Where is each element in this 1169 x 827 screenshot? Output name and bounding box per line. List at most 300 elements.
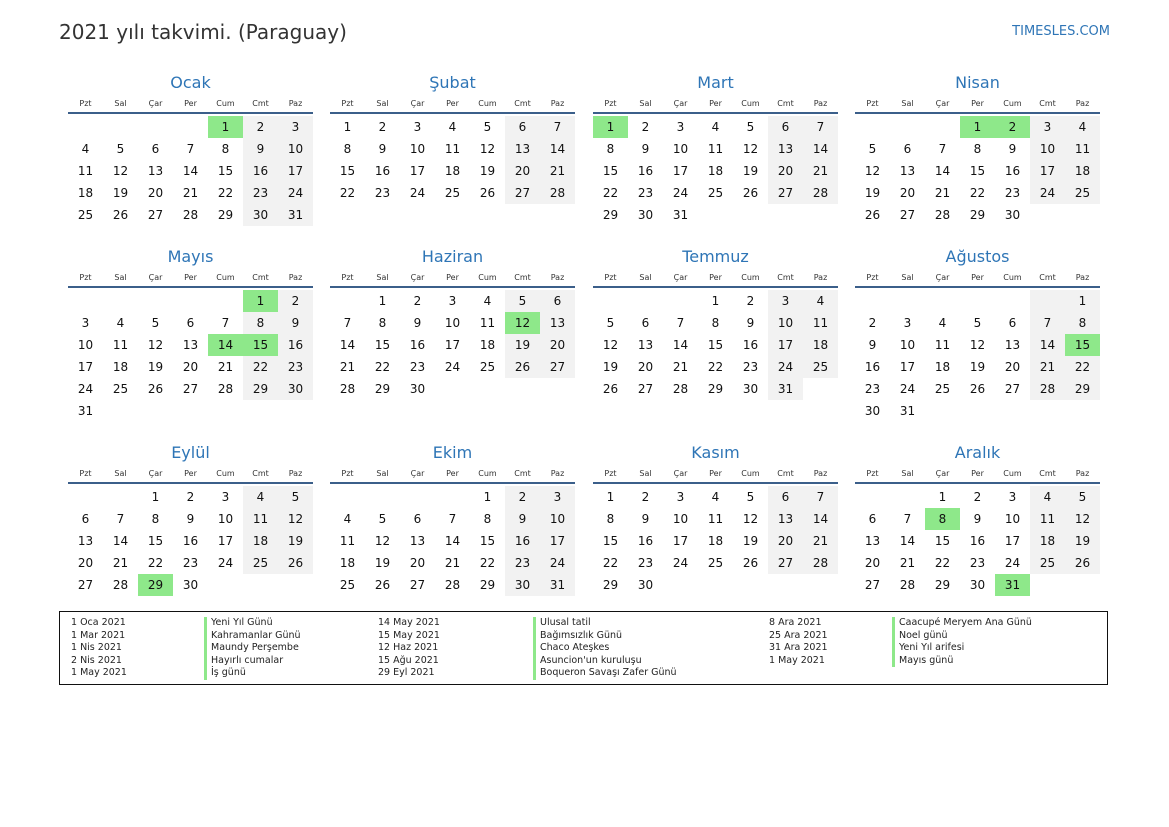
header-rule bbox=[593, 482, 838, 484]
day-cell: 3 bbox=[413, 120, 422, 134]
day-cell: 10 bbox=[77, 338, 94, 352]
weekday-header bbox=[330, 466, 575, 480]
weekday-label: Cum bbox=[216, 468, 235, 478]
day-cell: 7 bbox=[343, 316, 352, 330]
weekday-label: Cmt bbox=[777, 468, 794, 478]
day-cell: 24 bbox=[899, 382, 916, 396]
day-cell: 20 bbox=[768, 160, 803, 182]
day-cell: 29 bbox=[217, 208, 234, 222]
weekday-header bbox=[855, 96, 1100, 110]
day-cell: 19 bbox=[374, 556, 391, 570]
day-cell: 15 bbox=[339, 164, 356, 178]
day-cell: 2 bbox=[746, 294, 755, 308]
day-cell: 31 bbox=[77, 404, 94, 418]
weekday-label: Per bbox=[709, 272, 722, 282]
legend-date: 2 Nis 2021 bbox=[71, 654, 122, 666]
day-cell: 29 bbox=[602, 208, 619, 222]
week-row bbox=[855, 204, 1100, 226]
day-cell: 28 bbox=[339, 382, 356, 396]
day-cell: 17 bbox=[540, 530, 575, 552]
day-cell: 8 bbox=[606, 512, 615, 526]
day-cell: 4 bbox=[1065, 116, 1100, 138]
day-empty bbox=[68, 116, 103, 138]
day-cell: 15 bbox=[602, 164, 619, 178]
day-cell: 26 bbox=[278, 552, 313, 574]
day-cell: 7 bbox=[676, 316, 685, 330]
week-row bbox=[330, 508, 575, 530]
day-cell: 8 bbox=[711, 316, 720, 330]
day-cell: 30 bbox=[1004, 208, 1021, 222]
legend-holiday-name: Noel günü bbox=[892, 630, 1032, 643]
day-cell: 19 bbox=[479, 164, 496, 178]
weekday-label: Sal bbox=[901, 272, 914, 282]
day-cell: 28 bbox=[899, 578, 916, 592]
day-cell: 16 bbox=[969, 534, 986, 548]
day-cell: 13 bbox=[505, 138, 540, 160]
day-cell: 23 bbox=[278, 356, 313, 378]
day-cell: 26 bbox=[742, 556, 759, 570]
day-cell: 25 bbox=[1065, 182, 1100, 204]
day-cell: 22 bbox=[217, 186, 234, 200]
day-cell: 15 bbox=[374, 338, 391, 352]
day-cell: 17 bbox=[1004, 534, 1021, 548]
day-cell: 31 bbox=[768, 378, 803, 400]
day-empty bbox=[365, 486, 400, 508]
weekday-label: Paz bbox=[550, 272, 565, 282]
day-cell: 4 bbox=[711, 490, 720, 504]
week-row bbox=[593, 290, 838, 312]
day-cell: 24 bbox=[768, 356, 803, 378]
weekday-label: Cum bbox=[1003, 272, 1022, 282]
legend-date: 1 May 2021 bbox=[769, 654, 825, 666]
day-empty bbox=[138, 290, 173, 312]
day-cell: 10 bbox=[278, 138, 313, 160]
day-cell: 6 bbox=[540, 290, 575, 312]
day-cell: 22 bbox=[1065, 356, 1100, 378]
weekday-label: Cmt bbox=[1039, 98, 1056, 108]
day-cell: 16 bbox=[637, 164, 654, 178]
month-block bbox=[593, 246, 838, 400]
day-empty bbox=[68, 486, 103, 508]
day-empty bbox=[803, 574, 838, 596]
day-cell: 21 bbox=[803, 530, 838, 552]
day-cell: 24 bbox=[1004, 556, 1021, 570]
weekday-label: Per bbox=[446, 468, 459, 478]
day-empty bbox=[1065, 574, 1100, 596]
day-cell: 11 bbox=[339, 534, 356, 548]
day-empty bbox=[103, 290, 138, 312]
weekday-label: Cmt bbox=[1039, 272, 1056, 282]
week-row bbox=[68, 486, 313, 508]
day-cell: 8 bbox=[606, 142, 615, 156]
day-cell: 26 bbox=[742, 186, 759, 200]
day-cell: 8 bbox=[243, 312, 278, 334]
weekday-label: Pzt bbox=[341, 272, 354, 282]
day-cell: 4 bbox=[81, 142, 90, 156]
legend-holiday-name: Kahramanlar Günü bbox=[204, 630, 301, 643]
day-cell: 30 bbox=[864, 404, 881, 418]
day-cell: 27 bbox=[1004, 382, 1021, 396]
weekday-label: Sal bbox=[114, 468, 127, 478]
day-cell: 6 bbox=[641, 316, 650, 330]
weekday-label: Cum bbox=[741, 272, 760, 282]
day-cell: 16 bbox=[409, 338, 426, 352]
weekday-label: Paz bbox=[813, 468, 828, 478]
day-empty bbox=[960, 290, 995, 312]
day-cell: 6 bbox=[186, 316, 195, 330]
day-cell: 8 bbox=[151, 512, 160, 526]
day-cell: 3 bbox=[676, 120, 685, 134]
day-cell: 17 bbox=[768, 334, 803, 356]
day-cell: 2 bbox=[378, 120, 387, 134]
legend-date: 29 Eyl 2021 bbox=[378, 667, 435, 678]
week-row bbox=[330, 182, 575, 204]
header-rule bbox=[855, 286, 1100, 288]
day-cell: 11 bbox=[1065, 138, 1100, 160]
day-cell: 24 bbox=[278, 182, 313, 204]
day-cell: 15 bbox=[602, 534, 619, 548]
week-row bbox=[68, 356, 313, 378]
weekday-label: Pzt bbox=[341, 468, 354, 478]
day-cell: 10 bbox=[899, 338, 916, 352]
header-rule bbox=[855, 112, 1100, 114]
day-cell: 27 bbox=[147, 208, 164, 222]
day-cell: 18 bbox=[707, 164, 724, 178]
month-name: Mayıs bbox=[167, 247, 214, 266]
page-title: 2021 yılı takvimi. (Paraguay) bbox=[59, 20, 347, 44]
day-cell: 4 bbox=[448, 120, 457, 134]
weekday-label: Cmt bbox=[252, 272, 269, 282]
day-empty bbox=[435, 486, 470, 508]
month-name: Temmuz bbox=[682, 247, 749, 266]
day-cell: 8 bbox=[973, 142, 982, 156]
month-name: Nisan bbox=[955, 73, 1000, 92]
legend-date: 8 Ara 2021 bbox=[769, 617, 822, 628]
day-empty bbox=[925, 116, 960, 138]
day-cell: 23 bbox=[637, 556, 654, 570]
day-empty bbox=[803, 378, 838, 400]
weekday-label: Çar bbox=[673, 468, 688, 478]
day-cell: 28 bbox=[182, 208, 199, 222]
weekday-label: Per bbox=[184, 98, 197, 108]
header-rule bbox=[330, 112, 575, 114]
day-cell: 21 bbox=[217, 360, 234, 374]
weekday-label: Pzt bbox=[866, 98, 879, 108]
month-name: Kasım bbox=[691, 443, 740, 462]
weekday-label: Cum bbox=[478, 468, 497, 478]
day-cell: 16 bbox=[278, 334, 313, 356]
weekday-label: Cum bbox=[478, 272, 497, 282]
day-cell: 25 bbox=[1030, 552, 1065, 574]
day-cell: 26 bbox=[1065, 552, 1100, 574]
weekday-label: Paz bbox=[1075, 98, 1090, 108]
day-cell: 1 bbox=[711, 294, 720, 308]
day-empty bbox=[960, 400, 995, 422]
day-cell: 9 bbox=[641, 512, 650, 526]
day-cell: 21 bbox=[182, 186, 199, 200]
legend-names-1 bbox=[204, 617, 301, 680]
week-row bbox=[593, 356, 838, 378]
day-cell: 7 bbox=[221, 316, 230, 330]
day-cell: 13 bbox=[409, 534, 426, 548]
day-cell: 18 bbox=[479, 338, 496, 352]
weekday-header bbox=[68, 466, 313, 480]
day-empty bbox=[68, 290, 103, 312]
day-cell: 13 bbox=[540, 312, 575, 334]
day-cell: 21 bbox=[339, 360, 356, 374]
weekday-header bbox=[855, 466, 1100, 480]
day-cell: 3 bbox=[676, 490, 685, 504]
day-cell-holiday: 12 bbox=[505, 312, 540, 334]
day-cell: 18 bbox=[803, 334, 838, 356]
day-empty bbox=[925, 290, 960, 312]
weekday-label: Sal bbox=[639, 468, 652, 478]
day-cell: 14 bbox=[182, 164, 199, 178]
legend-holiday-name: Mayıs günü bbox=[892, 655, 1032, 668]
day-cell: 17 bbox=[444, 338, 461, 352]
week-row bbox=[330, 530, 575, 552]
day-cell: 6 bbox=[768, 486, 803, 508]
day-cell: 18 bbox=[1030, 530, 1065, 552]
day-cell: 5 bbox=[378, 512, 387, 526]
day-cell: 29 bbox=[602, 578, 619, 592]
week-row bbox=[855, 530, 1100, 552]
day-empty bbox=[278, 400, 313, 422]
week-row bbox=[855, 574, 1100, 596]
legend-dates-1 bbox=[71, 617, 127, 680]
day-cell: 29 bbox=[243, 378, 278, 400]
day-cell: 26 bbox=[602, 382, 619, 396]
legend-date: 1 Nis 2021 bbox=[71, 642, 122, 653]
day-cell: 6 bbox=[151, 142, 160, 156]
month-name: Mart bbox=[697, 73, 734, 92]
week-row bbox=[855, 290, 1100, 312]
day-cell: 27 bbox=[77, 578, 94, 592]
weekday-label: Sal bbox=[901, 98, 914, 108]
day-cell: 12 bbox=[602, 338, 619, 352]
month-block bbox=[330, 442, 575, 596]
day-cell: 16 bbox=[374, 164, 391, 178]
day-cell: 22 bbox=[969, 186, 986, 200]
day-empty bbox=[1065, 400, 1100, 422]
header-rule bbox=[68, 286, 313, 288]
day-cell: 23 bbox=[742, 360, 759, 374]
header-rule bbox=[855, 482, 1100, 484]
week-row bbox=[68, 334, 313, 356]
day-cell-holiday: 1 bbox=[243, 290, 278, 312]
day-cell: 19 bbox=[742, 534, 759, 548]
day-cell: 11 bbox=[479, 316, 496, 330]
day-cell: 23 bbox=[1004, 186, 1021, 200]
day-cell: 30 bbox=[409, 382, 426, 396]
header-rule bbox=[593, 112, 838, 114]
weekday-label: Sal bbox=[114, 272, 127, 282]
weekday-label: Paz bbox=[288, 98, 303, 108]
day-cell: 4 bbox=[1030, 486, 1065, 508]
day-cell: 22 bbox=[243, 356, 278, 378]
day-empty bbox=[103, 486, 138, 508]
day-empty bbox=[663, 290, 698, 312]
day-cell: 26 bbox=[374, 578, 391, 592]
day-cell: 4 bbox=[711, 120, 720, 134]
day-cell: 14 bbox=[899, 534, 916, 548]
day-empty bbox=[925, 400, 960, 422]
day-cell: 14 bbox=[1030, 334, 1065, 356]
day-cell-holiday: 1 bbox=[960, 116, 995, 138]
day-cell: 15 bbox=[479, 534, 496, 548]
day-cell: 6 bbox=[1008, 316, 1017, 330]
day-cell-holiday: 14 bbox=[208, 334, 243, 356]
day-cell: 27 bbox=[182, 382, 199, 396]
day-cell: 14 bbox=[672, 338, 689, 352]
day-cell: 26 bbox=[864, 208, 881, 222]
day-cell: 2 bbox=[413, 294, 422, 308]
day-cell: 23 bbox=[969, 556, 986, 570]
day-cell: 10 bbox=[1004, 512, 1021, 526]
week-row bbox=[855, 334, 1100, 356]
weekday-label: Cmt bbox=[514, 98, 531, 108]
day-cell: 20 bbox=[77, 556, 94, 570]
legend-date: 15 Ağu 2021 bbox=[378, 654, 439, 666]
week-row bbox=[68, 378, 313, 400]
day-cell: 24 bbox=[672, 186, 689, 200]
day-cell: 3 bbox=[221, 490, 230, 504]
day-empty bbox=[628, 290, 663, 312]
day-cell: 7 bbox=[186, 142, 195, 156]
weekday-label: Per bbox=[184, 272, 197, 282]
legend-holiday-name: Caacupé Meryem Ana Günü bbox=[892, 617, 1032, 630]
day-cell: 20 bbox=[409, 556, 426, 570]
month-name: Şubat bbox=[429, 73, 476, 92]
day-cell: 25 bbox=[77, 208, 94, 222]
day-cell: 20 bbox=[1004, 360, 1021, 374]
day-cell: 14 bbox=[934, 164, 951, 178]
week-row bbox=[593, 486, 838, 508]
month-block bbox=[330, 72, 575, 204]
day-cell: 22 bbox=[602, 186, 619, 200]
day-cell: 17 bbox=[77, 360, 94, 374]
day-empty bbox=[995, 400, 1030, 422]
day-cell: 29 bbox=[479, 578, 496, 592]
day-cell: 30 bbox=[505, 574, 540, 596]
site-link[interactable]: TIMESLES.COM bbox=[1012, 24, 1110, 39]
day-cell: 14 bbox=[112, 534, 129, 548]
day-cell: 28 bbox=[444, 578, 461, 592]
weekday-label: Pzt bbox=[866, 272, 879, 282]
day-cell: 23 bbox=[637, 186, 654, 200]
legend-holiday-name: Hayırlı cumalar bbox=[204, 655, 301, 668]
week-row bbox=[593, 574, 838, 596]
day-cell: 11 bbox=[1030, 508, 1065, 530]
legend-holiday-name: Ulusal tatil bbox=[533, 617, 677, 630]
day-cell: 22 bbox=[339, 186, 356, 200]
week-row bbox=[68, 138, 313, 160]
day-empty bbox=[803, 204, 838, 226]
day-cell: 16 bbox=[505, 530, 540, 552]
month-name: Ekim bbox=[432, 443, 473, 462]
day-cell: 20 bbox=[182, 360, 199, 374]
day-cell-holiday: 1 bbox=[208, 116, 243, 138]
day-cell: 5 bbox=[278, 486, 313, 508]
weekday-label: Per bbox=[971, 468, 984, 478]
day-cell: 11 bbox=[707, 512, 724, 526]
day-cell: 20 bbox=[540, 334, 575, 356]
month-block bbox=[593, 72, 838, 226]
day-cell: 12 bbox=[864, 164, 881, 178]
weekday-label: Paz bbox=[813, 98, 828, 108]
day-cell: 9 bbox=[641, 142, 650, 156]
day-cell: 22 bbox=[374, 360, 391, 374]
weekday-label: Cum bbox=[741, 98, 760, 108]
day-cell: 3 bbox=[768, 290, 803, 312]
day-cell: 4 bbox=[343, 512, 352, 526]
day-cell: 31 bbox=[278, 204, 313, 226]
weekday-label: Paz bbox=[1075, 468, 1090, 478]
day-empty bbox=[733, 204, 768, 226]
day-cell: 1 bbox=[151, 490, 160, 504]
legend-date: 25 Ara 2021 bbox=[769, 629, 828, 641]
day-cell: 3 bbox=[448, 294, 457, 308]
day-cell: 10 bbox=[1030, 138, 1065, 160]
day-cell: 24 bbox=[1030, 182, 1065, 204]
week-row bbox=[593, 334, 838, 356]
day-cell: 19 bbox=[112, 186, 129, 200]
day-cell: 3 bbox=[81, 316, 90, 330]
day-cell: 22 bbox=[147, 556, 164, 570]
weekday-label: Per bbox=[971, 272, 984, 282]
day-cell: 21 bbox=[672, 360, 689, 374]
day-cell: 6 bbox=[868, 512, 877, 526]
week-row bbox=[593, 530, 838, 552]
header-rule bbox=[68, 482, 313, 484]
day-cell: 17 bbox=[899, 360, 916, 374]
day-cell: 28 bbox=[217, 382, 234, 396]
day-cell: 10 bbox=[540, 508, 575, 530]
day-cell: 28 bbox=[540, 182, 575, 204]
month-name: Eylül bbox=[171, 443, 210, 462]
weekday-label: Per bbox=[446, 272, 459, 282]
weekday-label: Cum bbox=[216, 98, 235, 108]
weekday-label: Per bbox=[446, 98, 459, 108]
day-cell: 13 bbox=[637, 338, 654, 352]
day-cell: 20 bbox=[147, 186, 164, 200]
weekday-label: Sal bbox=[639, 272, 652, 282]
day-empty bbox=[663, 574, 698, 596]
weekday-label: Pzt bbox=[604, 272, 617, 282]
week-row bbox=[593, 182, 838, 204]
weekday-label: Cum bbox=[1003, 468, 1022, 478]
day-empty bbox=[540, 378, 575, 400]
day-cell-holiday: 1 bbox=[593, 116, 628, 138]
day-cell: 14 bbox=[339, 338, 356, 352]
week-row bbox=[855, 182, 1100, 204]
day-cell: 5 bbox=[116, 142, 125, 156]
day-cell: 5 bbox=[746, 490, 755, 504]
day-cell: 16 bbox=[182, 534, 199, 548]
weekday-label: Pzt bbox=[79, 98, 92, 108]
day-cell: 12 bbox=[112, 164, 129, 178]
day-empty bbox=[173, 290, 208, 312]
day-cell: 13 bbox=[1004, 338, 1021, 352]
weekday-label: Cmt bbox=[252, 468, 269, 478]
day-cell: 27 bbox=[899, 208, 916, 222]
day-cell: 30 bbox=[969, 578, 986, 592]
weekday-label: Çar bbox=[673, 98, 688, 108]
day-cell: 18 bbox=[444, 164, 461, 178]
day-cell: 12 bbox=[374, 534, 391, 548]
day-cell: 29 bbox=[934, 578, 951, 592]
day-cell: 30 bbox=[637, 208, 654, 222]
